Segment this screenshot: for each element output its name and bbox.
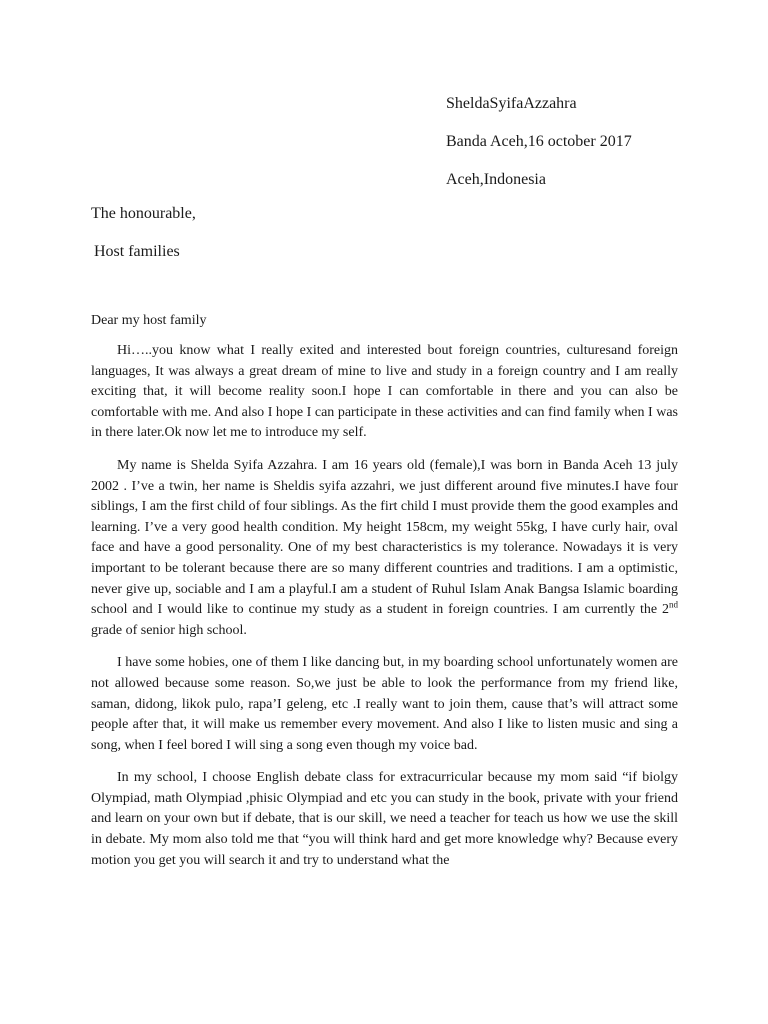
paragraph-2-main: My name is Shelda Syifa Azzahra. I am 16 years old (female),I was born in Banda Aceh 13 july 2002 . I’ve a twin, her name is Sheldis syifa azzahri, we just different around five minutes.I have four siblings, I am the first child of four siblings. As the firt child I must provide them the good examples and learning. I’ve a very good health condition. My height 158cm, my weight 55kg, I have curly hair, oval face and have a good personality. One of my best characteristics is my tolerance. Nowadays it is very important to be tolerant because there are so many different countries and traditions. I am a optimistic, never give up, sociable and I am a playful.I am a student of Ruhul Islam Anak Bangsa Islamic boarding school and I would like to continue my study as a student in foreign countries. I am currently the 2 xyxy=(91,457,678,618)
paragraph-3: I have some hobies, one of them I like dancing but, in my boarding school unfortunately women are not allowed because some reason. So,we just be able to look the performance from my friend like, saman, didong, likok pulo, rapa’I geleng, etc .I really want to join them, cause that’s will attract some people after that, it will make us remember every movement. And also I like to listen music and sing a song, when I feel bored I will sing a song even though my voice bad. xyxy=(91,655,678,753)
paragraph-2-end: grade of senior high school. xyxy=(91,622,247,638)
sender-location: Aceh,Indonesia xyxy=(446,171,546,188)
paragraph-1: Hi…..you know what I really exited and interested bout foreign countries, culturesand foreign languages, It was always a great dream of mine to live and study in a foreign country and I am really exciting that, it will become reality soon.I hope I can comfortable in there and you can also be comfortable with me. And also I hope I can participate in these activities and can find family when I was in there later.Ok now let me to introduce my self. xyxy=(91,343,678,441)
sender-block xyxy=(446,92,632,206)
paragraph-2-superscript: nd xyxy=(669,599,678,610)
sender-name: SheldaSyifaAzzahra xyxy=(446,95,577,112)
recipient-line-1: The honourable, xyxy=(91,205,196,222)
paragraph-2 xyxy=(91,456,678,641)
salutation: Dear my host family xyxy=(91,313,207,328)
sender-place-date: Banda Aceh,16 october 2017 xyxy=(446,133,632,150)
letter-body xyxy=(91,341,678,883)
paragraph-4: In my school, I choose English debate class for extracurricular because my mom said “if biolgy Olympiad, math Olympiad ,phisic Olympiad and etc you can study in the book, private with your friend and learn on your own but if debate, that is our skill, we need a teacher for teach us how we use the skill in debate. My mom also told me that “you will think hard and get more knowledge why? Because every motion you get you will search it and try to understand what the xyxy=(91,770,678,868)
recipient-block xyxy=(91,202,196,278)
recipient-line-2: Host families xyxy=(94,243,180,260)
